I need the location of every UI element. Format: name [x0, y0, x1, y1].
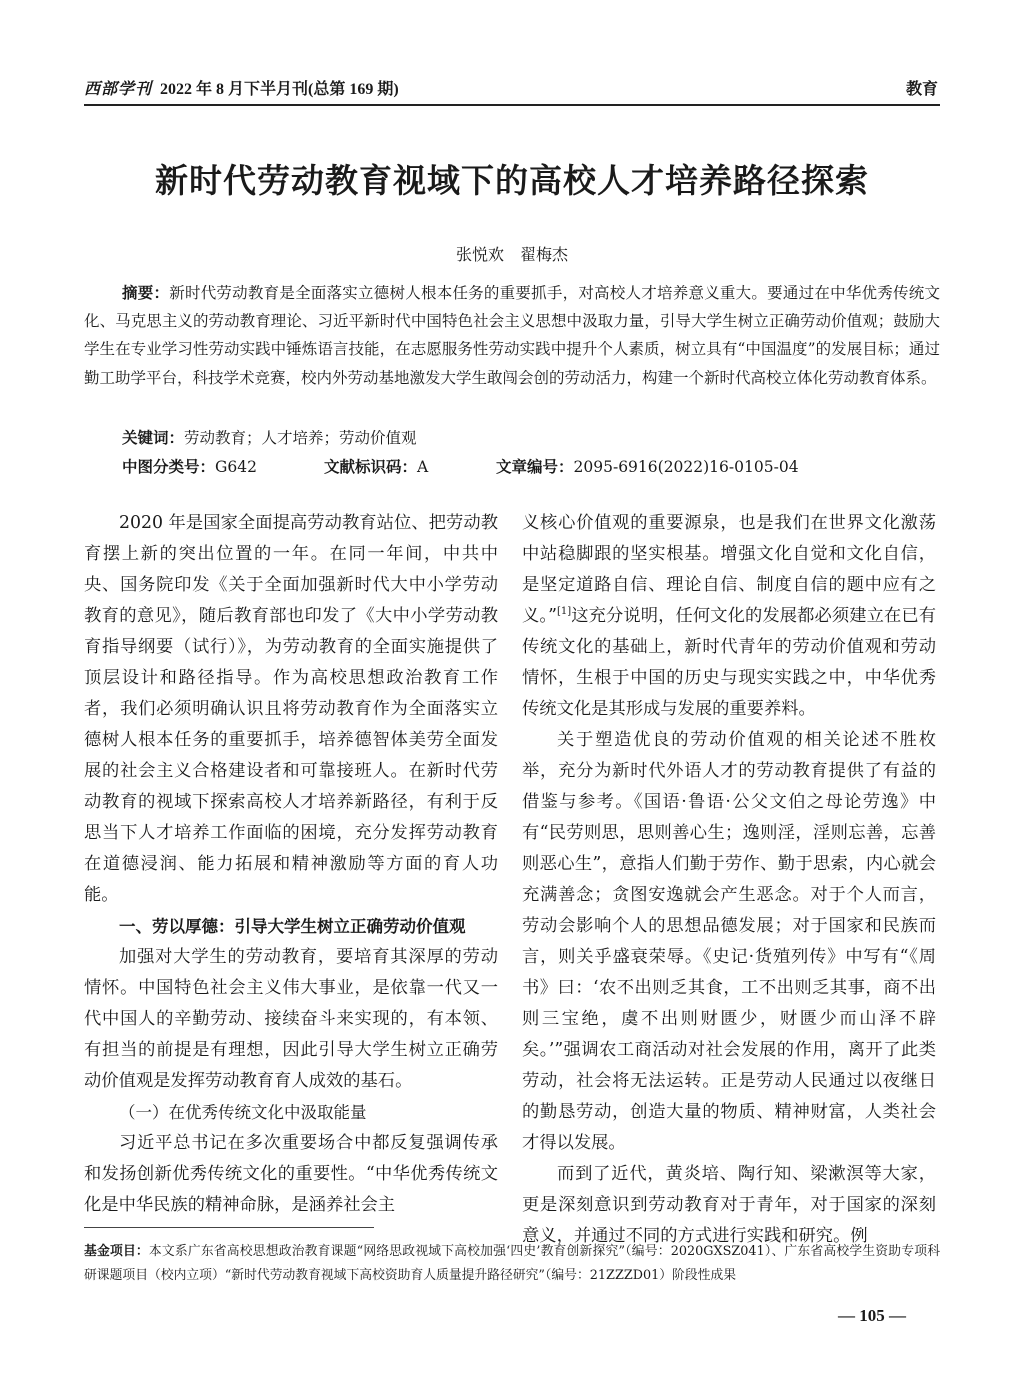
- authors: 张悦欢 翟梅杰: [455, 245, 568, 264]
- footnote-divider: [84, 1227, 374, 1228]
- subsection-heading: （一）在优秀传统文化中汲取能量: [119, 1103, 367, 1122]
- paragraph: 而到了近代，黄炎培、陶行知、梁漱溟等大家，更是深刻意识到劳动教育对于青年，对于国家的深刻意义，并通过不同的方式进行实践和研究。例: [522, 1164, 936, 1246]
- article-value: 2095-6916(2022)16-0105-04: [573, 458, 799, 476]
- clc-number: [122, 453, 257, 481]
- abstract: [84, 279, 940, 392]
- footnote: [84, 1240, 940, 1288]
- body-right-column: [522, 508, 936, 1252]
- paragraph: 加强对大学生的劳动教育，要培育其深厚的劳动情怀。中国特色社会主义伟大事业，是依靠一代又一代中国人的辛勤劳动、接续奋斗来实现的，有本领、有担当的前提是有理想，因此引导大学生树立正确劳动价值观是发挥劳动教育育人成效的基石。: [84, 947, 498, 1091]
- footnote-text: 本文系广东省高校思想政治教育课题“网络思政视域下高校加强‘四史’教育创新探究”（编号：2020GXSZ041）、广东省高校学生资助专项科研课题项目（校内立项）“新时代劳动教育视域下高校资助育人质量提升路径研究”（编号：21ZZZD01）阶段性成果: [84, 1244, 941, 1283]
- paragraph: 关于塑造优良的劳动价值观的相关论述不胜枚举，充分为新时代外语人才的劳动教育提供了有益的借鉴与参考。《国语·鲁语·公父文伯之母论劳逸》中有“民劳则思，思则善心生；逸则淫，淫则忘善，忘善则恶心生”，意指人们勤于劳作、勤于思索，内心就会充满善念；贪图安逸就会产生恶念。对于个人而言，劳动会影响个人的思想品德发展；对于国家和民族而言，则关乎盛衰荣辱。《史记·货殖列传》中写有“《周书》曰：‘农不出则乏其食，工不出则乏其事，商不出则三宝绝，虞不出则财匮少，财匮少而山泽不辟矣。’”强调农工商活动对社会发展的作用，离开了此类劳动，社会将无法运转。正是劳动人民通过以夜继日的勤恳劳动，创造大量的物质、精神财富，人类社会才得以发展。: [522, 730, 936, 1153]
- article-number: [496, 453, 799, 481]
- journal-logo: 西部学刊: [84, 79, 153, 98]
- running-header: [84, 70, 940, 106]
- footnote-label: 基金项目：: [84, 1244, 149, 1259]
- paragraph: [522, 508, 936, 725]
- keywords-text: 劳动教育；人才培养；劳动价值观: [184, 429, 417, 447]
- abstract-label: 摘要：: [122, 284, 170, 302]
- article-title: 新时代劳动教育视域下的高校人才培养路径探索: [155, 161, 869, 200]
- paragraph: 习近平总书记在多次重要场合中都反复强调传承和发扬创新优秀传统文化的重要性。“中华优秀传统文化是中华民族的精神命脉，是涵养社会主: [84, 1133, 498, 1215]
- clc-label: 中图分类号：: [122, 458, 216, 476]
- clc-value: G642: [215, 458, 257, 476]
- journal-issue: 2022 年 8 月下半月刊(总第 169 期): [160, 81, 399, 98]
- keywords-label: 关键词：: [122, 429, 185, 447]
- body-left-column: [84, 508, 498, 1221]
- citation-ref: [1]: [556, 606, 572, 618]
- page-number: — 105 —: [838, 1306, 906, 1325]
- article-label: 文章编号：: [496, 458, 574, 476]
- document-code: [324, 453, 428, 481]
- doc-label: 文献标识码：: [324, 458, 418, 476]
- paragraph-text: 义核心价值观的重要源泉，也是我们在世界文化激荡中站稳脚跟的坚实根基。增强文化自觉和文化自信，是坚定道路自信、理论自信、制度自信的题中应有之义。”: [522, 513, 936, 626]
- section-heading: 一、劳以厚德：引导大学生树立正确劳动价值观: [119, 917, 466, 936]
- paragraph: 2020 年是国家全面提高劳动教育站位、把劳动教育摆上新的突出位置的一年。在同一年间，中共中央、国务院印发《关于全面加强新时代大中小学劳动教育的意见》，随后教育部也印发了《大中小学劳动教育指导纲要（试行）》，为劳动教育的全面实施提供了顶层设计和路径指导。作为高校思想政治教育工作者，我们必须明确认识且将劳动教育作为全面落实立德树人根本任务的重要抓手，培养德智体美劳全面发展的社会主义合格建设者和可靠接班人。在新时代劳动教育的视域下探索高校人才培养新路径，有利于反思当下人才培养工作面临的困境，充分发挥劳动教育在道德浸润、能力拓展和精神激励等方面的育人功能。: [84, 513, 498, 905]
- section-name: 教育: [905, 79, 938, 98]
- doc-value: A: [417, 458, 429, 476]
- paragraph-text: 这充分说明，任何文化的发展都必须建立在已有传统文化的基础上，新时代青年的劳动价值观和劳动情怀，生根于中国的历史与现实实践之中，中华优秀传统文化是其形成与发展的重要养料。: [522, 606, 936, 719]
- keywords: [122, 424, 417, 452]
- abstract-text: 新时代劳动教育是全面落实立德树人根本任务的重要抓手，对高校人才培养意义重大。要通过在中华优秀传统文化、马克思主义的劳动教育理论、习近平新时代中国特色社会主义思想中汲取力量，引导大学生树立正确劳动价值观；鼓励大学生在专业学习性劳动实践中锤炼语言技能，在志愿服务性劳动实践中提升个人素质，树立具有“中国温度”的发展目标；通过勤工助学平台，科技学术竞赛，校内外劳动基地激发大学生敢闯会创的劳动活力，构建一个新时代高校立体化劳动教育体系。: [84, 284, 940, 387]
